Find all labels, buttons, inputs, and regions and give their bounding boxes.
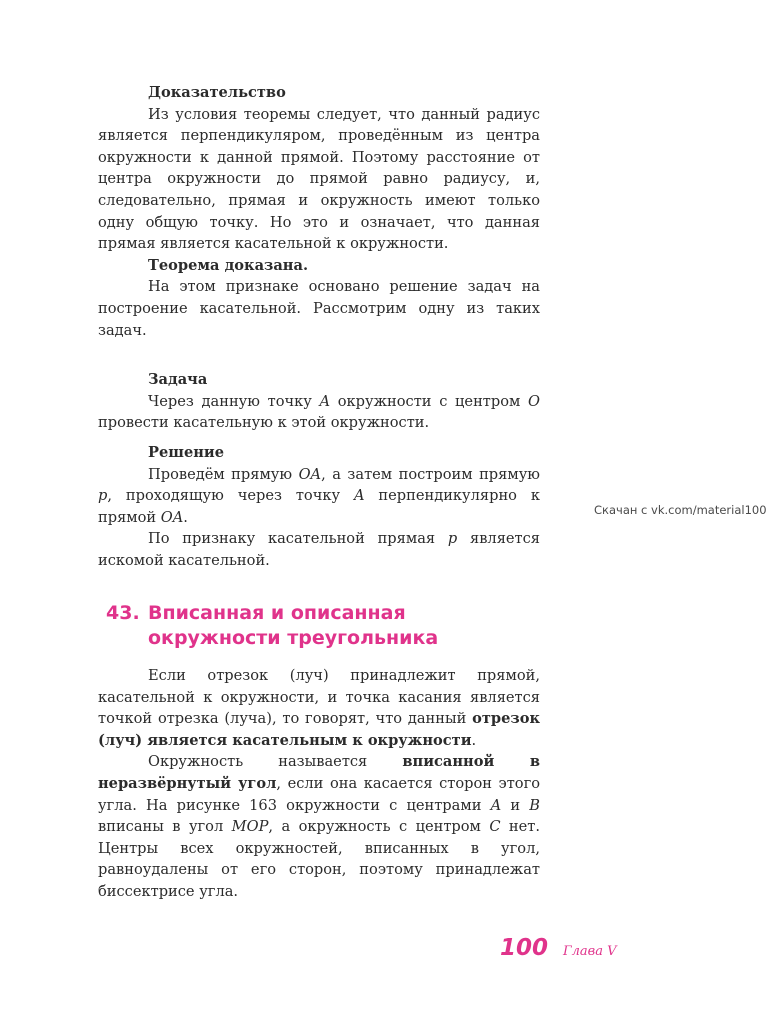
body-paragraph xyxy=(98,751,540,902)
body-var: C xyxy=(489,818,501,836)
solution-text: . xyxy=(183,508,188,526)
proof-heading: Доказательство xyxy=(148,84,286,101)
solution-paragraph xyxy=(98,464,540,529)
solution-var: p xyxy=(98,487,108,505)
task-heading: Задача xyxy=(148,371,208,388)
solution-text: Проведём прямую xyxy=(148,465,299,483)
section-body xyxy=(98,665,540,903)
theorem-proved: Теорема доказана. xyxy=(148,256,309,274)
section-title-line2: окружности треугольника xyxy=(148,627,439,649)
body-paragraph xyxy=(98,665,540,751)
solution-var: A xyxy=(353,487,365,505)
download-watermark: Скачан с vk.com/material100 xyxy=(594,503,767,517)
body-var: MOP xyxy=(231,818,269,836)
body-text: Если отрезок (луч) принадлежит прямой, касательной к окружности, и точка касания является точкой отрезка (луча), то говорят, что данный xyxy=(98,667,540,728)
section-title xyxy=(106,601,438,651)
task-text: провести касательную к этой окружности. xyxy=(98,414,430,432)
task-text: Через данную точку xyxy=(148,392,320,410)
proof-paragraph: Из условия теоремы следует, что данный радиус является перпендикуляром, проведённым из центра окружности к данной прямой. Поэтому расстояние от центра окружности до прямой равно радиусу, и, следовательно, прямая и окружность имеют только одну общую точку. Но это и означает, что данная прямая является касательной к окружности. xyxy=(98,105,540,253)
body-text: , если она касается сторон этого угла. На рисунке 163 окружности с центрами xyxy=(98,774,540,814)
proof-block xyxy=(98,82,540,341)
task-paragraph xyxy=(98,391,540,434)
solution-var: p xyxy=(447,530,458,548)
task-var: O xyxy=(528,392,541,410)
solution-text: , проходящую через точку xyxy=(107,487,354,505)
body-text: Окружность называется xyxy=(148,753,403,771)
solution-var: OA xyxy=(298,465,322,483)
body-var: B xyxy=(529,796,540,814)
solution-text: , а затем построим прямую xyxy=(321,465,540,483)
solution-text: является искомой касательной. xyxy=(98,530,540,569)
body-text: и xyxy=(501,796,530,814)
body-text: , а окружность с центром xyxy=(268,818,490,836)
section-title-line1: Вписанная и описанная xyxy=(148,602,406,624)
page-number: 100 xyxy=(500,935,549,961)
solution-conclusion xyxy=(98,528,540,571)
solution-var: OA xyxy=(160,508,184,526)
proof-followup-paragraph: На этом признаке основано решение задач на построение касательной. Рассмотрим одну из таких задач. xyxy=(98,278,540,339)
body-text: нет. Центры всех окружностей, вписанных в угол, равноудалены от его сторон, поэтому принадлежат биссектрисе угла. xyxy=(98,818,541,900)
term-inscribed-in-angle: вписанной в неразвёрнутый угол xyxy=(98,753,540,792)
body-text: . xyxy=(471,731,477,749)
solution-block xyxy=(98,442,540,572)
solution-text: перпендикулярно к прямой xyxy=(98,487,540,526)
solution-heading: Решение xyxy=(148,444,225,461)
task-text: окружности с центром xyxy=(330,392,529,410)
task-var: A xyxy=(319,392,331,410)
body-text: вписаны в угол xyxy=(98,818,232,836)
section-number: 43. xyxy=(106,602,140,624)
body-var: A xyxy=(490,796,502,814)
solution-text: По признаку касательной прямая xyxy=(148,530,448,548)
term-tangent-segment: отрезок (луч) является касательным к окружности xyxy=(98,710,540,749)
chapter-label: Глава V xyxy=(563,944,617,959)
task-block xyxy=(98,369,540,434)
